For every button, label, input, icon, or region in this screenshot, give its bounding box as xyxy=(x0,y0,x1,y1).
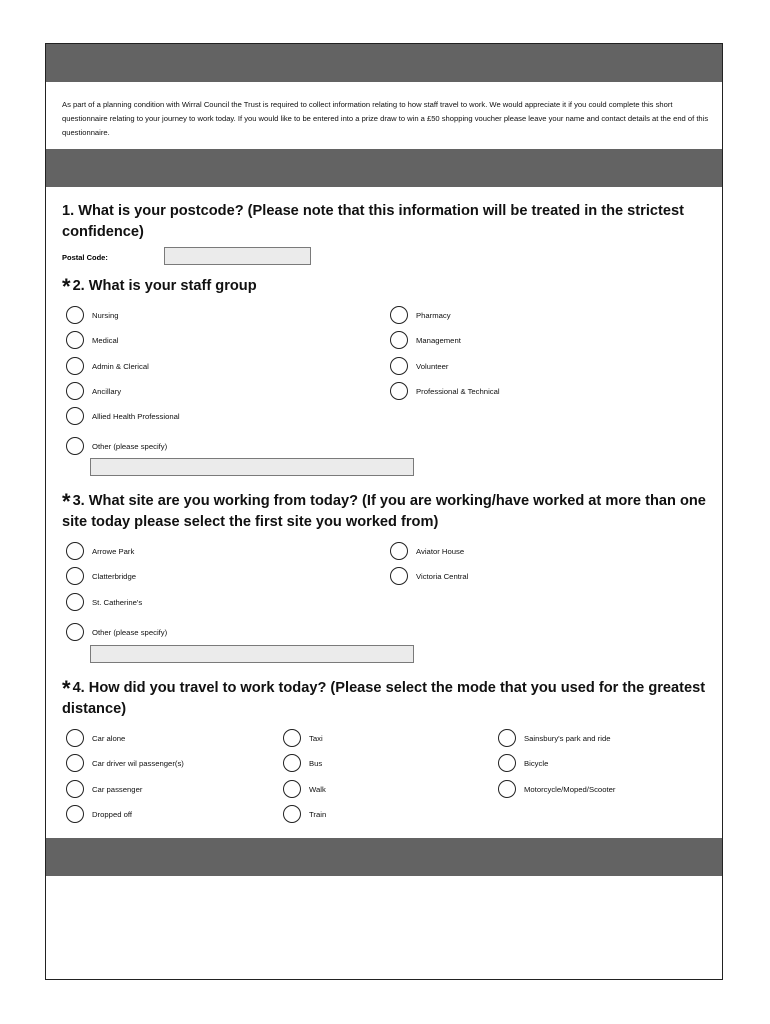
radio-button[interactable] xyxy=(390,306,408,324)
postal-code-input[interactable] xyxy=(164,247,311,265)
option-label: Car passenger xyxy=(92,784,143,794)
radio-button[interactable] xyxy=(66,754,84,772)
header-bar xyxy=(46,44,722,82)
radio-button[interactable] xyxy=(283,780,301,798)
option-label: Other (please specify) xyxy=(92,441,168,451)
option-car-alone[interactable] xyxy=(66,728,125,748)
radio-button[interactable] xyxy=(390,542,408,560)
question-2-title xyxy=(62,276,712,297)
option-label: Victoria Central xyxy=(416,571,469,581)
option-train[interactable] xyxy=(283,804,326,824)
radio-button[interactable] xyxy=(66,567,84,585)
site-other-input[interactable] xyxy=(90,645,414,663)
option-label: Admin & Clerical xyxy=(92,361,149,371)
option-nursing[interactable] xyxy=(66,305,119,325)
option-taxi[interactable] xyxy=(283,728,323,748)
question-1-title: 1. What is your postcode? (Please note that this information will be treated in the strictest confidence) xyxy=(62,203,684,240)
option-label: Motorcycle/Moped/Scooter xyxy=(524,784,616,794)
radio-button[interactable] xyxy=(283,729,301,747)
option-label: St. Catherine's xyxy=(92,597,143,607)
radio-button[interactable] xyxy=(66,357,84,375)
option-label: Aviator House xyxy=(416,546,465,556)
question-4-title xyxy=(62,678,712,720)
option-label: Nursing xyxy=(92,310,119,320)
option-professional-technical[interactable] xyxy=(390,381,500,401)
option-ancillary[interactable] xyxy=(66,381,121,401)
option-label: Dropped off xyxy=(92,809,133,819)
option-label: Ancillary xyxy=(92,386,122,396)
required-marker: * xyxy=(62,676,71,701)
radio-button[interactable] xyxy=(66,729,84,747)
survey-page xyxy=(45,43,723,980)
radio-button[interactable] xyxy=(390,382,408,400)
radio-button[interactable] xyxy=(390,357,408,375)
option-label: Professional & Technical xyxy=(416,386,500,396)
option-allied-health[interactable] xyxy=(66,406,180,426)
option-walk[interactable] xyxy=(283,779,326,799)
option-arrowe-park[interactable] xyxy=(66,541,134,561)
option-label: Allied Health Professional xyxy=(92,411,180,421)
option-car-driver-passengers[interactable] xyxy=(66,753,184,773)
option-label: Car driver wil passenger(s) xyxy=(92,758,184,768)
option-motorcycle[interactable] xyxy=(498,779,615,799)
option-label: Pharmacy xyxy=(416,310,451,320)
option-other-site[interactable] xyxy=(66,622,167,642)
option-label: Walk xyxy=(309,784,326,794)
radio-button[interactable] xyxy=(66,306,84,324)
option-other-staff[interactable] xyxy=(66,436,167,456)
radio-button[interactable] xyxy=(66,331,84,349)
radio-button[interactable] xyxy=(66,593,84,611)
intro-text: As part of a planning condition with Wirral Council the Trust is required to collect information relating to how staff travel to work. We would appreciate it if you could complete this short questionnaire relating to your journey to work today. If you would like to be entered into a prize draw to win a £50 shopping voucher please leave your name and contact details at the end of this questionnaire. xyxy=(62,100,709,137)
footer-bar xyxy=(46,838,722,876)
option-label: Sainsbury's park and ride xyxy=(524,733,611,743)
option-label: Bicycle xyxy=(524,758,549,768)
option-label: Taxi xyxy=(309,733,323,743)
option-st-catherines[interactable] xyxy=(66,592,142,612)
radio-button[interactable] xyxy=(66,780,84,798)
option-clatterbridge[interactable] xyxy=(66,566,136,586)
section-bar xyxy=(46,149,722,187)
option-car-passenger[interactable] xyxy=(66,779,142,799)
option-admin-clerical[interactable] xyxy=(66,356,149,376)
postal-code-label: Postal Code: xyxy=(62,253,108,262)
radio-button[interactable] xyxy=(498,754,516,772)
option-label: Clatterbridge xyxy=(92,571,137,581)
radio-button[interactable] xyxy=(283,754,301,772)
option-bus[interactable] xyxy=(283,753,322,773)
option-label: Volunteer xyxy=(416,361,449,371)
radio-button[interactable] xyxy=(66,437,84,455)
radio-button[interactable] xyxy=(66,382,84,400)
option-dropped-off[interactable] xyxy=(66,804,132,824)
radio-button[interactable] xyxy=(498,780,516,798)
question-3-title xyxy=(62,491,712,533)
required-marker: * xyxy=(62,489,71,514)
radio-button[interactable] xyxy=(66,407,84,425)
option-bicycle[interactable] xyxy=(498,753,548,773)
option-label: Car alone xyxy=(92,733,126,743)
required-marker: * xyxy=(62,274,71,299)
option-park-and-ride[interactable] xyxy=(498,728,611,748)
option-label: Management xyxy=(416,335,461,345)
option-medical[interactable] xyxy=(66,330,119,350)
radio-button[interactable] xyxy=(66,805,84,823)
staff-other-input[interactable] xyxy=(90,458,414,476)
question-3-text: 3. What site are you working from today? (If you are working/have worked at more than one site today please select the first site you worked from) xyxy=(62,493,706,530)
option-label: Bus xyxy=(309,758,323,768)
radio-button[interactable] xyxy=(283,805,301,823)
radio-button[interactable] xyxy=(66,542,84,560)
option-volunteer[interactable] xyxy=(390,356,448,376)
option-management[interactable] xyxy=(390,330,461,350)
option-aviator-house[interactable] xyxy=(390,541,464,561)
radio-button[interactable] xyxy=(390,331,408,349)
option-victoria-central[interactable] xyxy=(390,566,468,586)
option-label: Other (please specify) xyxy=(92,627,168,637)
option-label: Train xyxy=(309,809,327,819)
radio-button[interactable] xyxy=(66,623,84,641)
radio-button[interactable] xyxy=(390,567,408,585)
radio-button[interactable] xyxy=(498,729,516,747)
option-pharmacy[interactable] xyxy=(390,305,451,325)
option-label: Arrowe Park xyxy=(92,546,135,556)
question-2-text: 2. What is your staff group xyxy=(72,278,257,294)
question-4-text: 4. How did you travel to work today? (Please select the mode that you used for the greatest distance) xyxy=(62,680,706,717)
option-label: Medical xyxy=(92,335,119,345)
